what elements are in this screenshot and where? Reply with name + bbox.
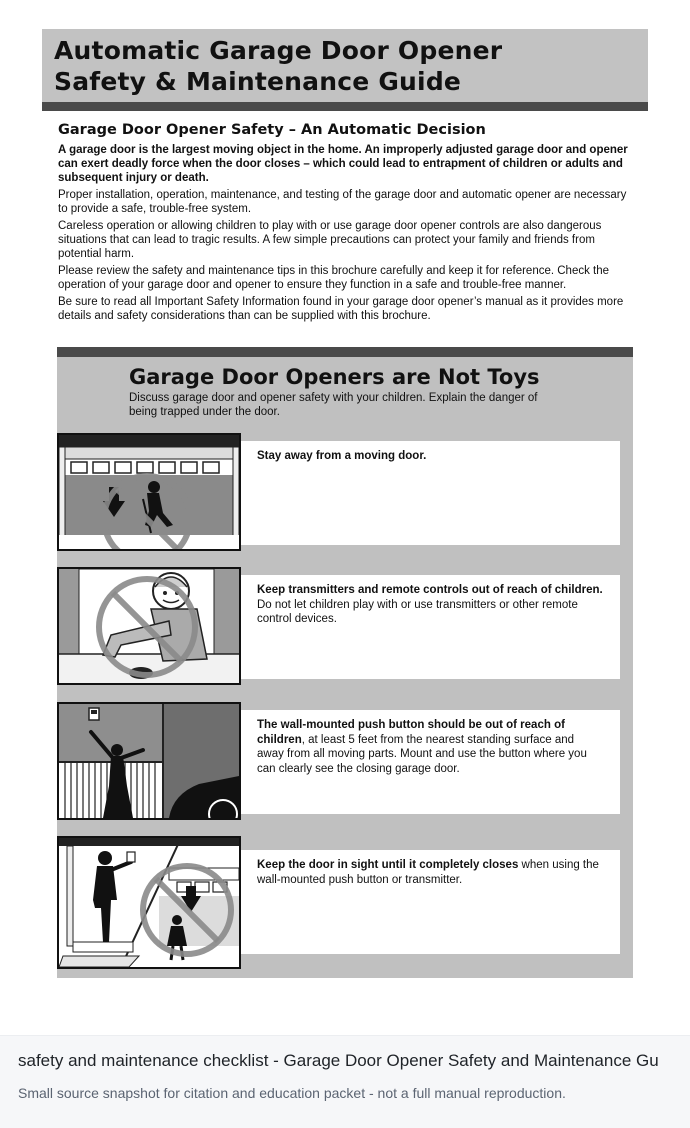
keep-door-in-sight-icon xyxy=(57,836,241,969)
intro-paragraph: Please review the safety and maintenance tips in this brochure carefully and keep it for reference. Check the operation of your garage door and opener to ensure they function in a safe and trouble-free manner. xyxy=(58,265,610,291)
button-out-of-reach-icon xyxy=(57,702,241,820)
not-toys-heading: Garage Door Openers are Not Toys xyxy=(129,365,540,389)
intro-paragraph: Careless operation or allowing children to play with or use garage door opener controls are also dangerous situations that can lead to tragic results. A few simple precautions can protect your family and friends from potential harm. xyxy=(58,220,602,260)
intro-lead: A garage door is the largest moving object in the home. An improperly adjusted garage door and opener can exert deadly force when the door closes – which could lead to entrapment of children or adults and subsequent injury or death. xyxy=(58,144,628,184)
intro-paragraph: Proper installation, operation, maintenance, and testing of the garage door and automatic opener are necessary to provide a safe, trouble-free system. xyxy=(58,189,627,215)
tip-emphasis: The wall-mounted push button should be out of reach of children xyxy=(257,719,565,746)
no-playing-under-door-icon xyxy=(57,433,241,551)
title-divider xyxy=(42,102,648,111)
tip-text: Do not let children play with or use transmitters or other remote control devices. xyxy=(257,598,578,625)
safety-tip-card xyxy=(241,575,620,679)
section-divider xyxy=(57,347,633,357)
intro-section xyxy=(58,121,638,326)
caption-title: safety and maintenance checklist - Garage Door Opener Safety and Maintenance Gu xyxy=(18,1051,659,1070)
guide-title-line2: Safety & Maintenance Guide xyxy=(54,67,462,96)
safety-tip-card xyxy=(241,850,620,954)
guide-title-line1: Automatic Garage Door Opener xyxy=(54,36,503,65)
intro-heading: Garage Door Opener Safety – An Automatic Decision xyxy=(58,122,486,138)
guide-title xyxy=(54,35,502,97)
tip-emphasis: Keep the door in sight until it completely closes xyxy=(257,859,519,871)
tip-emphasis: Keep transmitters and remote controls out of reach of children. xyxy=(257,584,603,596)
tip-text: when using the wall-mounted push button or transmitter. xyxy=(257,859,599,886)
not-toys-subtitle: Discuss garage door and opener safety with your children. Explain the danger of being trapped under the door. xyxy=(129,392,538,418)
intro-paragraph: Be sure to read all Important Safety Information found in your garage door opener’s manual as it provides more details and safety considerations than can be supplied with this brochure. xyxy=(58,296,624,322)
safety-tip-card xyxy=(241,441,620,545)
source-caption xyxy=(0,1035,690,1128)
no-child-with-remote-icon xyxy=(57,567,241,685)
not-toys-section xyxy=(57,347,633,978)
tip-text: , at least 5 feet from the nearest standing surface and away from all moving parts. Mount and use the button where you can clearly see the closing garage door. xyxy=(257,733,587,775)
caption-subtitle: Small source snapshot for citation and education packet - not a full manual reproduction. xyxy=(18,1085,566,1101)
tip-emphasis: Stay away from a moving door. xyxy=(257,450,427,462)
title-band xyxy=(42,29,648,102)
safety-tip-card xyxy=(241,710,620,814)
